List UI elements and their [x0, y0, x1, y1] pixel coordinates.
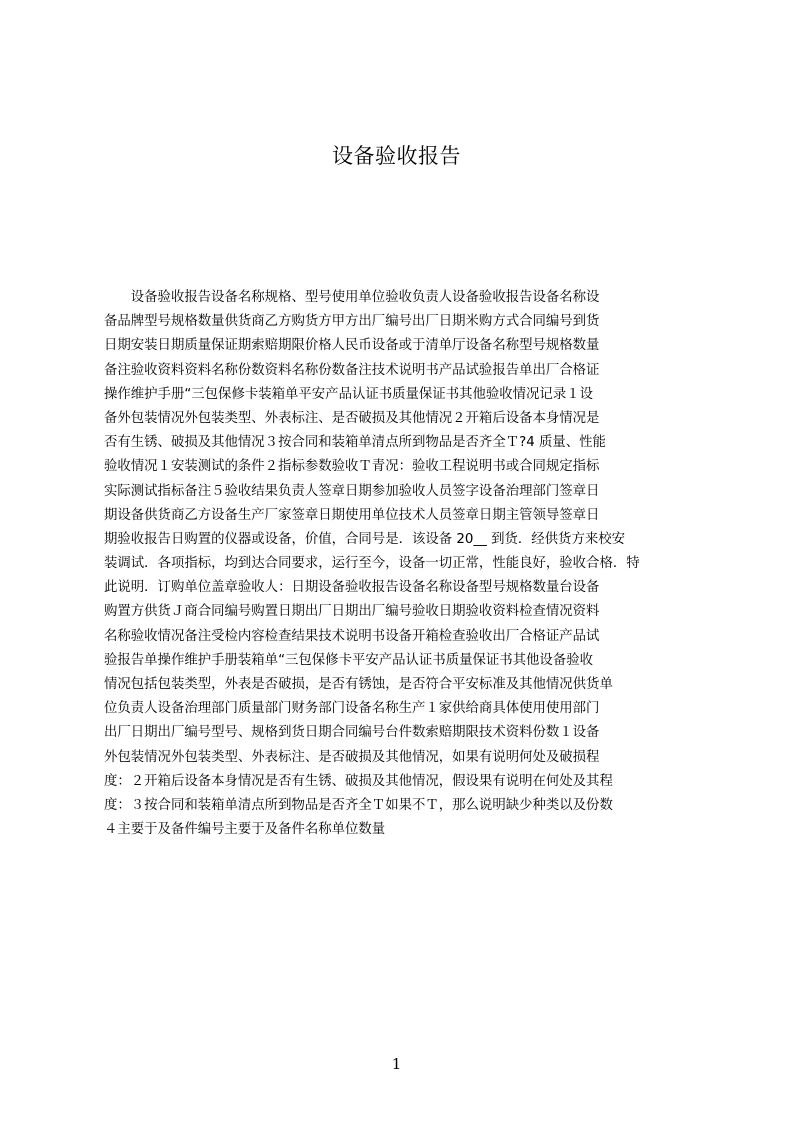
body-line: 度：３按合同和装箱单清点所到物品是否齐全Ｔ如果不Ｔ，那么说明缺少种类以及份数 — [104, 797, 613, 813]
body-line: 操作维护手册“三包保修卡装箱单平安产品认证书质量保证书其他验收情况记录１设 — [104, 386, 593, 402]
body-line: 外包装情况外包装类型、外表标注、是否破损及其他情况，如果有说明何处及破损程 — [104, 749, 600, 765]
body-line: 情况包括包装类型，外表是否破损，是否有锈蚀，是否符合平安标准及其他情况供货单 — [104, 677, 613, 692]
body-line: 备注验收资料资料名称份数资料名称份数备注技术说明书产品试验报告单出厂合格证 — [104, 362, 600, 378]
body-line: 名称验收情况备注受检内容检查结果技术说明书设备开箱检查验收出厂合格证产品试 — [104, 628, 600, 644]
body-line: 购置方供货Ｊ商合同编号购置日期出厂日期出厂编号验收日期验收资料检查情况资料 — [104, 604, 600, 620]
body-line: 验收情况１安装测试的条件２指标参数验收Ｔ青况：验收工程说明书或合同规定指标 — [104, 459, 600, 475]
body-line: 日期安装日期质量保证期索赔期限价格人民币设备或于清单厅设备名称型号规格数量 — [104, 338, 600, 354]
body-line: ４主要于及备件编号主要于及备件名称单位数量 — [104, 822, 386, 838]
body-line: 否有生锈、破损及其他情况３按合同和装箱单清点所到物品是否齐全Ｔ?4 质量、性能 — [104, 435, 606, 451]
body-line: 期设备供货商乙方设备生产厂家签章日期使用单位技术人员签章日期主管领导签章日 — [104, 507, 600, 523]
body-line: 备外包装情况外包装类型、外表标注、是否破损及其他情况２开箱后设备本身情况是 — [104, 410, 600, 426]
document-body — [104, 286, 698, 842]
body-line: 度：２开箱后设备本身情况是否有生锈、破损及其他情况，假设果有说明在何处及其程 — [104, 773, 613, 789]
body-line: 备品牌型号规格数量供货商乙方购货方甲方出厂编号出厂日期米购方式合同编号到货 — [104, 314, 600, 330]
page-number: 1 — [391, 1055, 402, 1073]
body-line: 设备验收报告设备名称规格、型号使用单位验收负责人设备验收报告设备名称设 — [104, 290, 600, 305]
body-line: 此说明．订购单位盖章验收人：日期设备验收报告设备名称设备型号规格数量台设备 — [104, 580, 600, 596]
body-line: 验报告单操作维护手册装箱单“三包保修卡平安产品认证书质量保证书其他设备验收 — [104, 652, 593, 668]
body-line: 位负责人设备治理部门质量部门财务部门设备名称生产１家供给商具体使用使用部门 — [104, 701, 600, 717]
body-line: 出厂日期出厂编号型号、规格到货日期合同编号台件数索赔期限技术资料份数１设备 — [104, 725, 600, 741]
body-line: 实际测试指标备注５验收结果负责人签章日期参加验收人员签字设备治理部门签章日 — [104, 483, 600, 499]
body-line: 期验收报告日购置的仪器或设备，价值，合同号是．该设备 20__ 到货．经供货方来校安 — [104, 531, 626, 547]
document-title: 设备验收报告 — [332, 144, 461, 168]
body-line: 装调试．各项指标，均到达合同要求，运行至今，设备一切正常，性能良好，验收合格．特 — [104, 556, 640, 572]
